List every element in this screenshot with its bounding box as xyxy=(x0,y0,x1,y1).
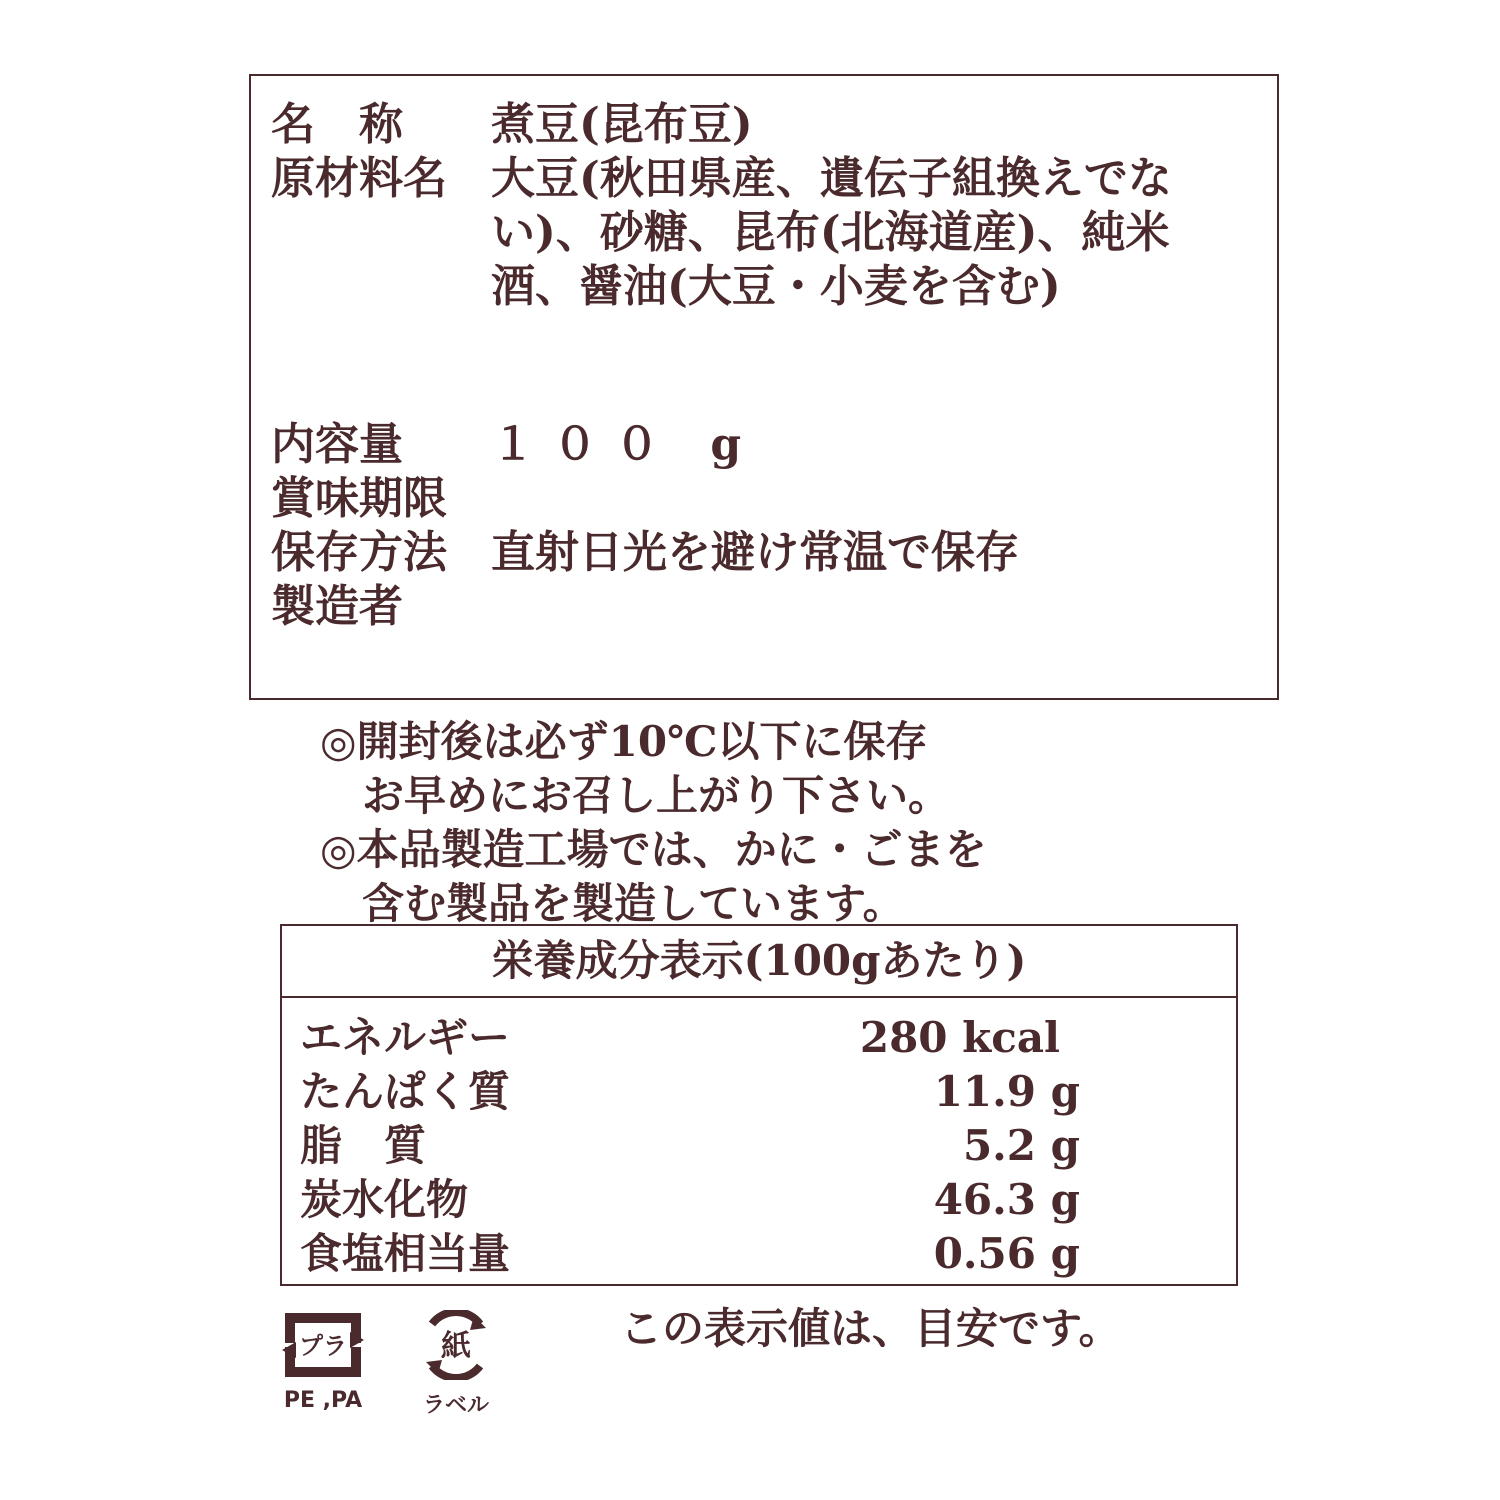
note-line: ◎開封後は必ず10℃以下に保存 xyxy=(320,717,928,766)
nutrition-row xyxy=(300,1010,1220,1066)
paper-recycle-mark xyxy=(416,1310,496,1419)
nutrition-value: 46.3 g xyxy=(933,1175,1080,1224)
nutrition-name: 食塩相当量 xyxy=(300,1229,511,1278)
nutrition-name: たんぱく質 xyxy=(300,1067,511,1116)
label-key-quantity: 内容量 xyxy=(271,419,403,470)
nutrition-name: 脂 質 xyxy=(300,1121,427,1170)
paper-symbol-text: 紙 xyxy=(441,1329,471,1364)
label-value-name: 煮豆(昆布豆) xyxy=(491,99,753,150)
nutrition-row xyxy=(300,1172,1220,1228)
label-key-storage: 保存方法 xyxy=(271,527,447,578)
nutrition-value: 5.2 g xyxy=(962,1121,1080,1170)
note-line: 含む製品を製造しています。 xyxy=(320,879,905,928)
label-value-storage: 直射日光を避け常温で保存 xyxy=(491,527,1019,578)
nutrition-row xyxy=(300,1118,1220,1174)
nutrition-footnote: この表示値は、目安です。 xyxy=(620,1304,1121,1353)
note-line: お早めにお召し上がり下さい。 xyxy=(320,771,951,820)
nutrition-name: エネルギー xyxy=(300,1013,511,1062)
nutrition-row xyxy=(300,1226,1220,1282)
nutrition-value: 11.9 g xyxy=(933,1067,1080,1116)
plastic-symbol-text: プラ xyxy=(299,1332,347,1360)
label-key-expiry: 賞味期限 xyxy=(271,473,447,524)
nutrition-row xyxy=(300,1064,1220,1120)
nutrition-title: 栄養成分表示(100gあたり) xyxy=(282,926,1236,998)
nutrition-name: 炭水化物 xyxy=(300,1175,469,1224)
plastic-material-label: PE ,PA xyxy=(283,1388,363,1413)
product-label-box xyxy=(249,74,1279,700)
label-key-manufacturer: 製造者 xyxy=(271,581,403,632)
paper-material-label: ラベル xyxy=(422,1393,489,1418)
nutrition-value: 280 kcal xyxy=(859,1013,1060,1062)
label-key-ingredients: 原材料名 xyxy=(271,153,447,204)
plastic-recycle-mark xyxy=(280,1310,366,1413)
nutrition-table xyxy=(280,924,1238,1286)
paper-recycle-icon xyxy=(416,1310,496,1380)
label-value-quantity: １００ g xyxy=(491,419,760,470)
note-line: ◎本品製造工場では、かに・ごまを xyxy=(320,825,987,874)
label-value-ingredients: 大豆(秋田県産、遺伝子組換えでない)、砂糖、昆布(北海道産)、純米酒、醤油(大豆・小麦を含む) xyxy=(491,153,1172,312)
nutrition-value: 0.56 g xyxy=(933,1229,1080,1278)
plastic-recycle-icon xyxy=(280,1310,366,1380)
label-key-name: 名 称 xyxy=(271,99,403,150)
